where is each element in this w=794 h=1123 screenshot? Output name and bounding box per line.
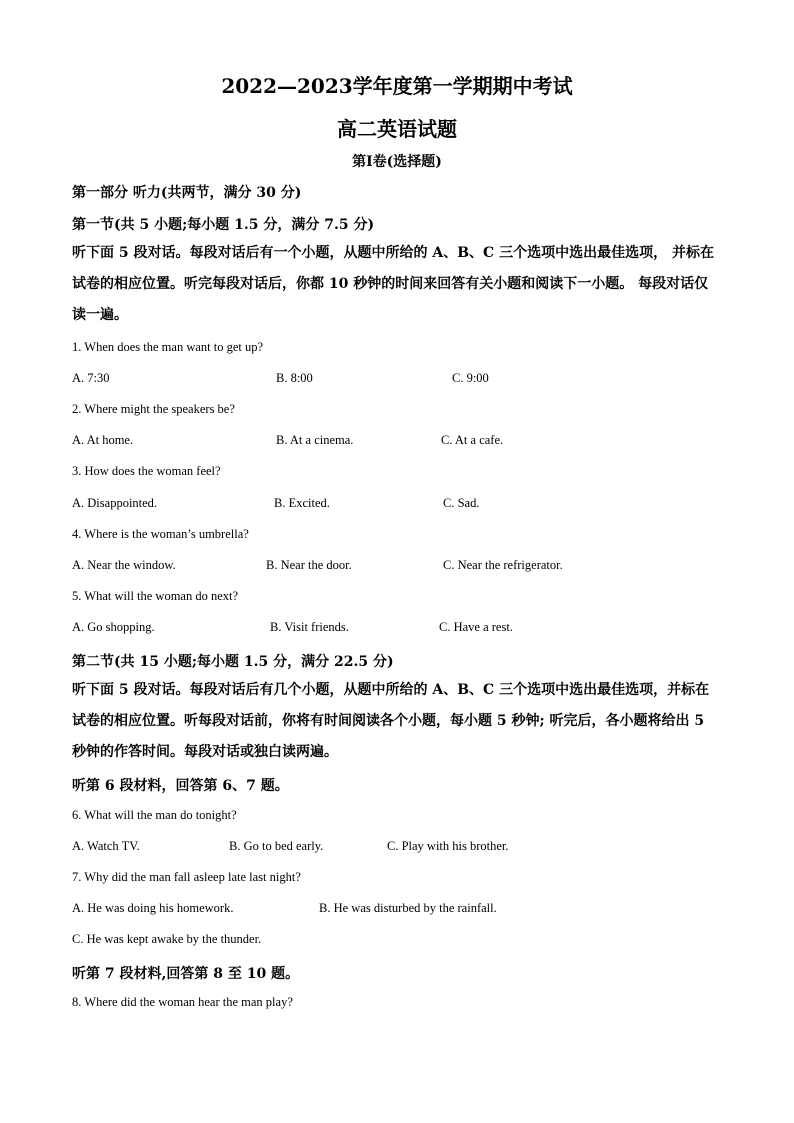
question-5: 5. What will the woman do next?	[72, 589, 239, 603]
question-8: 8. Where did the woman hear the man play?	[72, 995, 293, 1009]
question-2-option-b: B. At a cinema.	[276, 433, 354, 447]
exam-title: 2022—2023学年度第一学期期中考试	[221, 74, 573, 98]
question-1-option-c: C. 9:00	[452, 371, 489, 385]
question-5-option-a: A. Go shopping.	[72, 620, 155, 634]
section2-instructions: 听下面 5 段对话。每段对话后有几个小题，从题中所给的 A、B、C 三个选项中选出最佳选项，并标在试卷的相应位置。听每段对话前，你将有时间阅读各个小题，每小题 5 秒钟; 听完后，各小题将给出 5 秒钟的作答时间。每段对话或独白读两遍。	[72, 682, 710, 760]
question-1: 1. When does the man want to get up?	[72, 340, 264, 354]
question-1-option-b: B. 8:00	[276, 371, 313, 385]
question-4: 4. Where is the woman’s umbrella?	[72, 527, 249, 541]
question-5-option-c: C. Have a rest.	[439, 620, 513, 634]
question-7-option-a: A. He was doing his homework.	[72, 901, 234, 915]
question-1-option-a: A. 7:30	[72, 371, 110, 385]
volume-label: 第I卷(选择题)	[352, 154, 442, 170]
question-7-option-c: C. He was kept awake by the thunder.	[72, 932, 262, 946]
part1-heading: 第一部分 听力(共两节，满分 30 分)	[72, 185, 302, 201]
question-2-option-c: C. At a cafe.	[441, 433, 504, 447]
section1-instructions: 听下面 5 段对话。每段对话后有一个小题，从题中所给的 A、B、C 三个选项中选出最佳选项， 并标在试卷的相应位置。听完每段对话后，你都 10 秒钟的时间来回答有关小题和阅读下一小题。 每段对话仅读一遍。	[72, 245, 714, 323]
question-4-option-b: B. Near the door.	[266, 558, 352, 572]
question-3-option-b: B. Excited.	[274, 496, 330, 510]
question-7: 7. Why did the man fall asleep late last night?	[72, 870, 301, 884]
question-2-option-a: A. At home.	[72, 433, 134, 447]
question-4-option-a: A. Near the window.	[72, 558, 176, 572]
question-3: 3. How does the woman feel?	[72, 464, 221, 478]
question-3-option-a: A. Disappointed.	[72, 496, 158, 510]
question-6-option-a: A. Watch TV.	[72, 839, 140, 853]
question-4-option-c: C. Near the refrigerator.	[443, 558, 563, 572]
material-6-heading: 听第 6 段材料，回答第 6、7 题。	[72, 778, 289, 794]
question-3-option-c: C. Sad.	[443, 496, 480, 510]
material-7-heading: 听第 7 段材料,回答第 8 至 10 题。	[72, 966, 300, 982]
section2-heading: 第二节(共 15 小题;每小题 1.5 分，满分 22.5 分)	[72, 654, 394, 670]
question-6-option-b: B. Go to bed early.	[229, 839, 324, 853]
question-6: 6. What will the man do tonight?	[72, 808, 237, 822]
section1-heading: 第一节(共 5 小题;每小题 1.5 分，满分 7.5 分)	[72, 217, 375, 233]
question-7-option-b: B. He was disturbed by the rainfall.	[319, 901, 497, 915]
question-2: 2. Where might the speakers be?	[72, 402, 235, 416]
question-6-option-c: C. Play with his brother.	[387, 839, 509, 853]
question-5-option-b: B. Visit friends.	[270, 620, 349, 634]
exam-subtitle: 高二英语试题	[337, 117, 457, 141]
